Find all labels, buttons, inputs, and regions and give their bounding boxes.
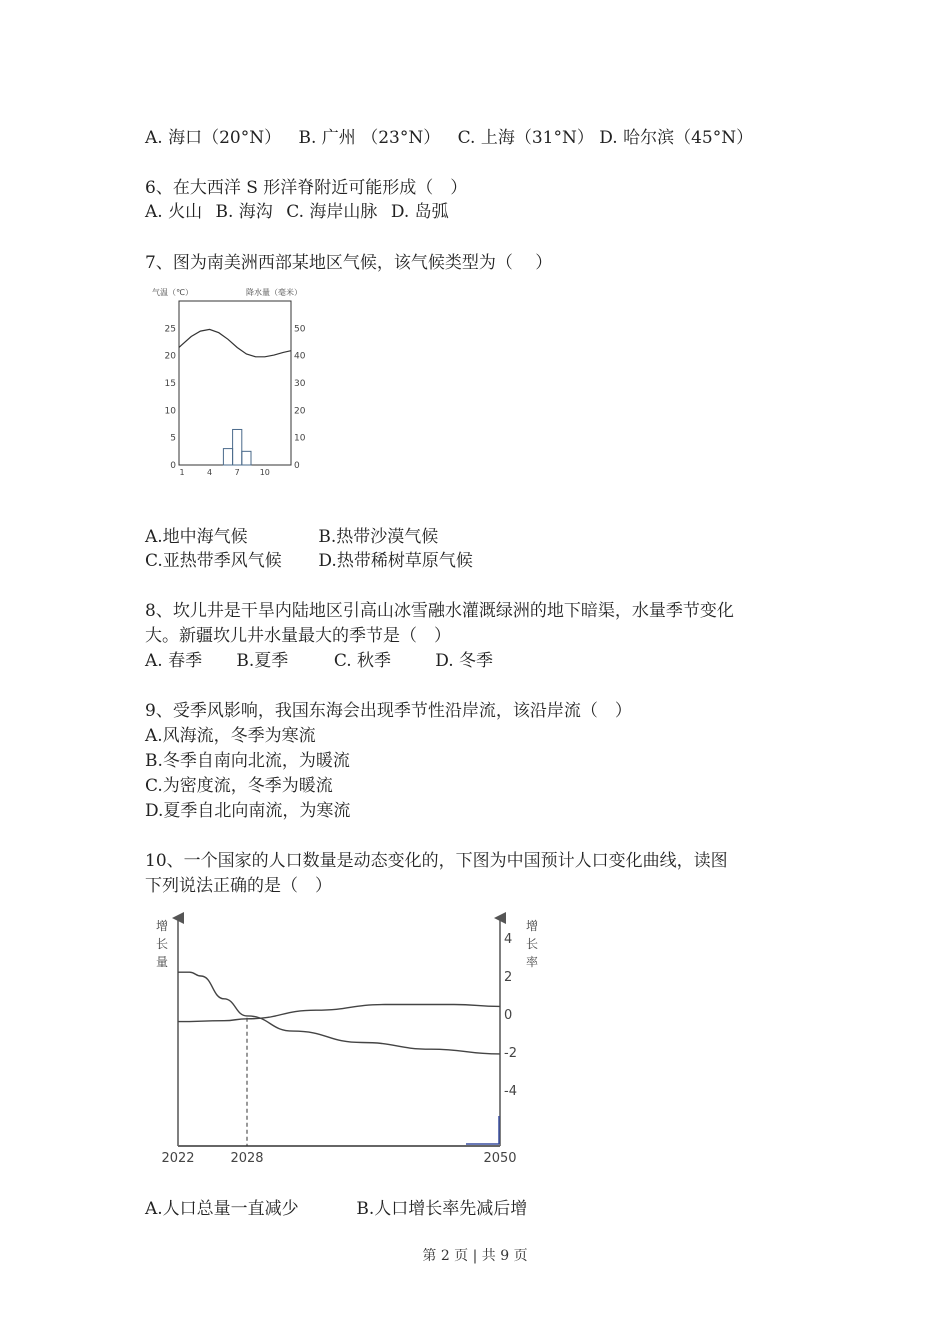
q5-option-c: C. 上海（31°N） <box>457 128 594 148</box>
q8-option-c: C. 秋季 <box>333 651 392 671</box>
page-footer: 第 2 页 | 共 9 页 <box>422 1248 528 1264</box>
q6-option-c: C. 海岸山脉 <box>286 202 378 222</box>
q5-options <box>145 126 753 150</box>
climate-left-axis-label: 气温（℃） <box>152 288 193 297</box>
q9-option-a: A.风海流，冬季为寒流 <box>145 726 316 746</box>
climate-x-tick-10: 10 <box>259 468 270 477</box>
climate-plot-frame <box>179 301 291 465</box>
temperature-curve <box>179 329 291 356</box>
pop-x-tick-2028: 2028 <box>230 1151 264 1166</box>
q10-option-b: B.人口增长率先减后增 <box>356 1199 528 1219</box>
q8-options <box>145 649 493 673</box>
pop-right-tick-4: 4 <box>504 932 513 947</box>
q9-stem: 9、受季风影响，我国东海会出现季节性沿岸流，该沿岸流（ ） <box>145 701 632 721</box>
climate-right-tick-0: 0 <box>294 461 300 471</box>
climate-left-tick-20: 20 <box>164 351 176 362</box>
climate-left-tick-25: 25 <box>164 324 176 335</box>
q8-option-b: B.夏季 <box>236 651 289 671</box>
pop-right-tick-0: 0 <box>504 1008 513 1023</box>
q6-option-a: A. 火山 <box>145 202 203 222</box>
q7-option-c: C.亚热带季风气候 <box>145 551 282 571</box>
right-axis-label-3: 率 <box>526 955 539 969</box>
q6-options <box>145 200 449 224</box>
climate-left-tick-0: 0 <box>170 461 176 471</box>
climate-right-tick-40: 40 <box>294 351 306 362</box>
q6-stem: 6、在大西洋 S 形洋脊附近可能形成（ ） <box>145 178 468 198</box>
pop-right-tick--4: -4 <box>504 1084 517 1099</box>
climate-right-tick-20: 20 <box>294 406 306 417</box>
climate-x-tick-7: 7 <box>234 468 240 477</box>
growth-rate-curve <box>178 1005 500 1022</box>
left-axis-label-2: 长 <box>156 937 169 951</box>
climate-right-tick-30: 30 <box>294 379 306 389</box>
right-axis-label-2: 长 <box>526 937 539 951</box>
q10-stem-line1: 10、一个国家的人口数量是动态变化的，下图为中国预计人口变化曲线，读图 <box>145 851 728 871</box>
growth-amount-curve <box>178 972 500 1054</box>
q5-option-b: B. 广州 （23°N） <box>298 128 441 148</box>
q7-options-row2 <box>145 549 473 573</box>
q10-options <box>145 1197 527 1221</box>
q7-option-a: A.地中海气候 <box>145 527 248 547</box>
q7-stem: 7、图为南美洲西部某地区气候，该气候类型为（ ） <box>145 253 553 273</box>
climate-chart <box>148 284 318 484</box>
q5-option-a: A. 海口（20°N） <box>145 128 282 148</box>
q10-option-a: A.人口总量一直减少 <box>145 1199 299 1219</box>
q7-option-d: D.热带稀树草原气候 <box>318 551 473 571</box>
right-axis-label-1: 增 <box>526 919 539 933</box>
precip-bar-month-8 <box>242 451 251 465</box>
pop-right-tick--2: -2 <box>504 1046 517 1061</box>
pop-right-tick-2: 2 <box>504 970 513 985</box>
q9-option-b: B.冬季自南向北流，为暖流 <box>145 751 350 771</box>
pop-x-tick-2022: 2022 <box>161 1151 195 1166</box>
climate-x-tick-4: 4 <box>207 468 213 477</box>
climate-right-tick-10: 10 <box>294 433 306 444</box>
q6-option-d: D. 岛弧 <box>390 202 449 222</box>
q7-options-row1 <box>145 525 438 549</box>
q5-option-d: D. 哈尔滨（45°N） <box>599 128 754 148</box>
precip-bar-month-7 <box>233 429 242 465</box>
precip-bar-month-6 <box>223 449 232 465</box>
climate-x-tick-1: 1 <box>179 468 185 477</box>
q9-option-c: C.为密度流，冬季为暖流 <box>145 776 333 796</box>
left-axis-label-1: 增 <box>156 919 169 933</box>
q9-option-d: D.夏季自北向南流，为寒流 <box>145 801 351 821</box>
climate-right-tick-50: 50 <box>294 324 306 335</box>
q6-option-b: B. 海沟 <box>215 202 273 222</box>
left-axis-label-3: 量 <box>156 955 169 969</box>
pop-x-tick-2050: 2050 <box>483 1151 517 1166</box>
q7-option-b: B.热带沙漠气候 <box>318 527 439 547</box>
q8-option-a: A. 春季 <box>145 651 203 671</box>
q10-stem-line2: 下列说法正确的是（ ） <box>145 876 332 896</box>
q8-stem-line1: 8、坎儿井是干旱内陆地区引高山冰雪融水灌溉绿洲的地下暗渠，水量季节变化 <box>145 601 734 621</box>
climate-left-tick-5: 5 <box>170 433 176 444</box>
population-chart <box>148 908 548 1168</box>
climate-left-tick-10: 10 <box>164 406 176 417</box>
climate-right-axis-label: 降水量（毫米） <box>246 288 302 297</box>
q8-stem-line2: 大。新疆坎儿井水量最大的季节是（ ） <box>145 626 451 646</box>
q8-option-d: D. 冬季 <box>435 651 494 671</box>
climate-left-tick-15: 15 <box>164 379 176 389</box>
